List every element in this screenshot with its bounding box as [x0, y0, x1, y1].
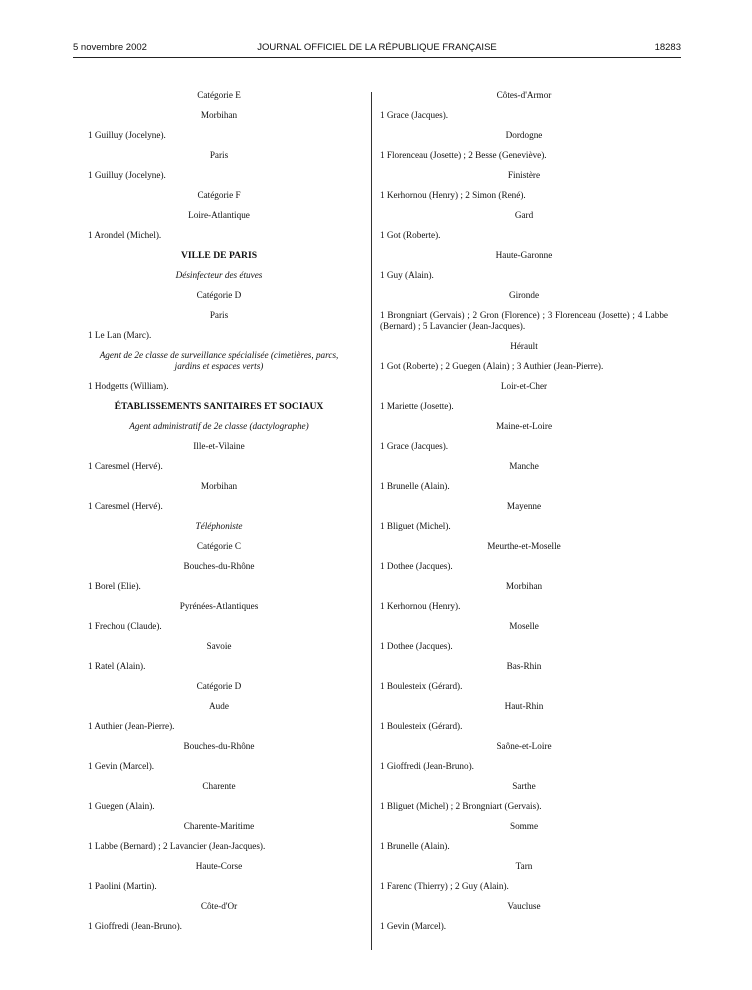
list-item: 1 Guegen (Alain). — [88, 801, 155, 811]
subheading: Catégorie C — [196, 541, 242, 551]
list-item: 1 Gevin (Marcel). — [88, 761, 155, 771]
list-item: 1 Frechou (Claude). — [88, 621, 162, 631]
subheading: Catégorie F — [197, 190, 241, 200]
list-item: 1 Gioffredi (Jean-Bruno). — [380, 761, 474, 771]
list-item: 1 Got (Roberte) ; 2 Guegen (Alain) ; 3 Authier (Jean-Pierre). — [380, 361, 604, 371]
subheading: Haut-Rhin — [504, 701, 544, 711]
subheading: Paris — [209, 150, 229, 160]
list-item: 1 Guy (Alain). — [380, 270, 434, 280]
subheading: Gironde — [508, 290, 540, 300]
subheading: Bouches-du-Rhône — [183, 741, 255, 751]
list-item: 1 Labbe (Bernard) ; 2 Lavancier (Jean-Jacques). — [88, 841, 266, 851]
header-page-number: 18283 — [654, 42, 681, 53]
header-title: JOURNAL OFFICIEL DE LA RÉPUBLIQUE FRANÇAISE — [257, 42, 497, 53]
list-item: 1 Kerhornou (Henry) ; 2 Simon (René). — [380, 190, 526, 200]
subheading: Somme — [509, 821, 539, 831]
subheading: Morbihan — [200, 110, 238, 120]
subheading: Catégorie E — [197, 90, 241, 100]
subheading: Tarn — [515, 861, 533, 871]
list-item: 1 Ratel (Alain). — [88, 661, 146, 671]
grade-heading: Agent de 2e classe de surveillance spécialisée (cimetières, parcs, jardins et espaces verts) — [99, 350, 339, 371]
subheading: Côte-d'Or — [200, 901, 238, 911]
list-item: 1 Brunelle (Alain). — [380, 841, 450, 851]
header-date: 5 novembre 2002 — [73, 42, 147, 53]
list-item: 1 Gevin (Marcel). — [380, 921, 447, 931]
list-item: 1 Caresmel (Hervé). — [88, 461, 163, 471]
list-item: 1 Mariette (Josette). — [380, 401, 454, 411]
left-column — [88, 90, 350, 941]
header-rule — [73, 57, 681, 58]
subheading: Moselle — [509, 621, 539, 631]
list-item: 1 Kerhornou (Henry). — [380, 601, 461, 611]
grade-heading: Désinfecteur des étuves — [175, 270, 263, 280]
section-heading: VILLE DE PARIS — [180, 250, 258, 261]
subheading: Vaucluse — [507, 901, 541, 911]
list-item: 1 Guilluy (Jocelyne). — [88, 170, 166, 180]
subheading: Aude — [209, 701, 229, 711]
subheading: Bas-Rhin — [506, 661, 542, 671]
subheading: Loire-Atlantique — [188, 210, 250, 220]
list-item: 1 Brongniart (Gervais) ; 2 Gron (Florence) ; 3 Florenceau (Josette) ; 4 Labbe (Bernard) ; 5 Lavancier (Jean-Jacques). — [380, 310, 668, 331]
list-item: 1 Boulesteix (Gérard). — [380, 681, 463, 691]
subheading: Gard — [514, 210, 534, 220]
list-item: 1 Le Lan (Marc). — [88, 330, 152, 340]
page-header — [73, 42, 681, 58]
list-item: 1 Grace (Jacques). — [380, 110, 449, 120]
list-item: 1 Hodgetts (William). — [88, 381, 169, 391]
list-item: 1 Dothee (Jacques). — [380, 561, 453, 571]
list-item: 1 Guilluy (Jocelyne). — [88, 130, 166, 140]
list-item: 1 Got (Roberte). — [380, 230, 441, 240]
list-item: 1 Caresmel (Hervé). — [88, 501, 163, 511]
subheading: Maine-et-Loire — [495, 421, 553, 431]
subheading: Paris — [209, 310, 229, 320]
list-item: 1 Borel (Elie). — [88, 581, 141, 591]
subheading: Haute-Corse — [195, 861, 243, 871]
subheading: Catégorie D — [196, 681, 242, 691]
subheading: Haute-Garonne — [495, 250, 553, 260]
subheading: Charente-Maritime — [183, 821, 255, 831]
subheading: Ille-et-Vilaine — [193, 441, 245, 451]
subheading: Sarthe — [512, 781, 536, 791]
subheading: Côtes-d'Armor — [496, 90, 552, 100]
list-item: 1 Boulesteix (Gérard). — [380, 721, 463, 731]
list-item: 1 Florenceau (Josette) ; 2 Besse (Geneviève). — [380, 150, 547, 160]
list-item: 1 Arondel (Michel). — [88, 230, 162, 240]
subheading: Morbihan — [200, 481, 238, 491]
subheading: Morbihan — [505, 581, 543, 591]
grade-heading: Agent administratif de 2e classe (dactylographe) — [129, 421, 309, 431]
subheading: Catégorie D — [196, 290, 242, 300]
subheading: Finistère — [507, 170, 541, 180]
list-item: 1 Authier (Jean-Pierre). — [88, 721, 175, 731]
subheading: Saône-et-Loire — [496, 741, 552, 751]
subheading: Bouches-du-Rhône — [183, 561, 255, 571]
list-item: 1 Bliguet (Michel) ; 2 Brongniart (Gervais). — [380, 801, 542, 811]
subheading: Mayenne — [506, 501, 542, 511]
list-item: 1 Bliguet (Michel). — [380, 521, 451, 531]
subheading: Hérault — [510, 341, 538, 351]
subheading: Meurthe-et-Moselle — [487, 541, 561, 551]
grade-heading: Téléphoniste — [195, 521, 243, 531]
column-divider — [371, 92, 372, 950]
subheading: Pyrénées-Atlantiques — [179, 601, 259, 611]
list-item: 1 Farenc (Thierry) ; 2 Guy (Alain). — [380, 881, 509, 891]
list-item: 1 Gioffredi (Jean-Bruno). — [88, 921, 182, 931]
list-item: 1 Paolini (Martin). — [88, 881, 157, 891]
subheading: Manche — [509, 461, 539, 471]
list-item: 1 Dothee (Jacques). — [380, 641, 453, 651]
section-heading: ÉTABLISSEMENTS SANITAIRES ET SOCIAUX — [114, 401, 324, 412]
right-column — [380, 90, 668, 941]
subheading: Dordogne — [505, 130, 543, 140]
list-item: 1 Brunelle (Alain). — [380, 481, 450, 491]
subheading: Savoie — [206, 641, 232, 651]
list-item: 1 Grace (Jacques). — [380, 441, 449, 451]
subheading: Loir-et-Cher — [500, 381, 548, 391]
subheading: Charente — [202, 781, 236, 791]
